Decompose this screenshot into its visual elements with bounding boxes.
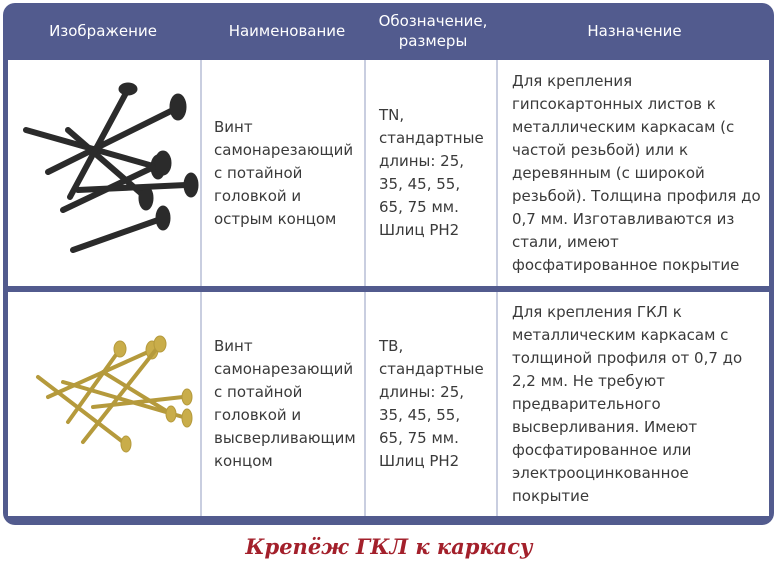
screw-designation xyxy=(364,292,496,516)
screw-purpose xyxy=(496,292,769,516)
name-text: Винт самонарезающий с потайной головкой и острым концом xyxy=(214,117,354,228)
screw-name xyxy=(200,292,364,516)
screw-name xyxy=(200,60,364,286)
table-header xyxy=(3,3,774,58)
designation-text: TN, стандартные длины: 25, 35, 45, 55, 65, 75 мм. Шлиц PH2 xyxy=(379,106,484,239)
designation-text: TB, стандартные длины: 25, 35, 45, 55, 65, 75 мм. Шлиц PH2 xyxy=(379,337,484,470)
screw-purpose xyxy=(496,60,769,286)
header-image: Изображение xyxy=(49,21,157,40)
header-purpose: Назначение xyxy=(587,21,682,40)
table-frame xyxy=(3,3,774,525)
purpose-text: Для крепления гипсокартонных листов к металлическим каркасам (с частой резьбой) или к деревянным (с широкой резьбой). Толщина профиля до 0,7 мм. Изготавливаются из стали, имеют фосфатированное покрытие xyxy=(512,71,761,274)
name-text: Винт самонарезающий с потайной головкой и высверливающим концом xyxy=(214,337,356,470)
header-designation: Обозначение, размеры xyxy=(378,11,488,50)
screw-image-tn xyxy=(8,60,200,286)
header-name: Наименование xyxy=(228,21,346,40)
dark-screws-picture xyxy=(8,60,200,286)
table-row xyxy=(8,60,769,286)
figure-caption: Крепёж ГКЛ к каркасу xyxy=(245,534,533,559)
purpose-text: Для крепления ГКЛ к металлическим каркасам с толщиной профиля от 0,7 до 2,2 мм. Не требуют предварительного высверливания. Имеют фосфатированное или электрооцинкованное покрытие xyxy=(512,302,743,505)
screw-designation xyxy=(364,60,496,286)
gold-screws-picture xyxy=(8,292,200,516)
table-row xyxy=(8,292,769,516)
screw-image-tb xyxy=(8,292,200,516)
